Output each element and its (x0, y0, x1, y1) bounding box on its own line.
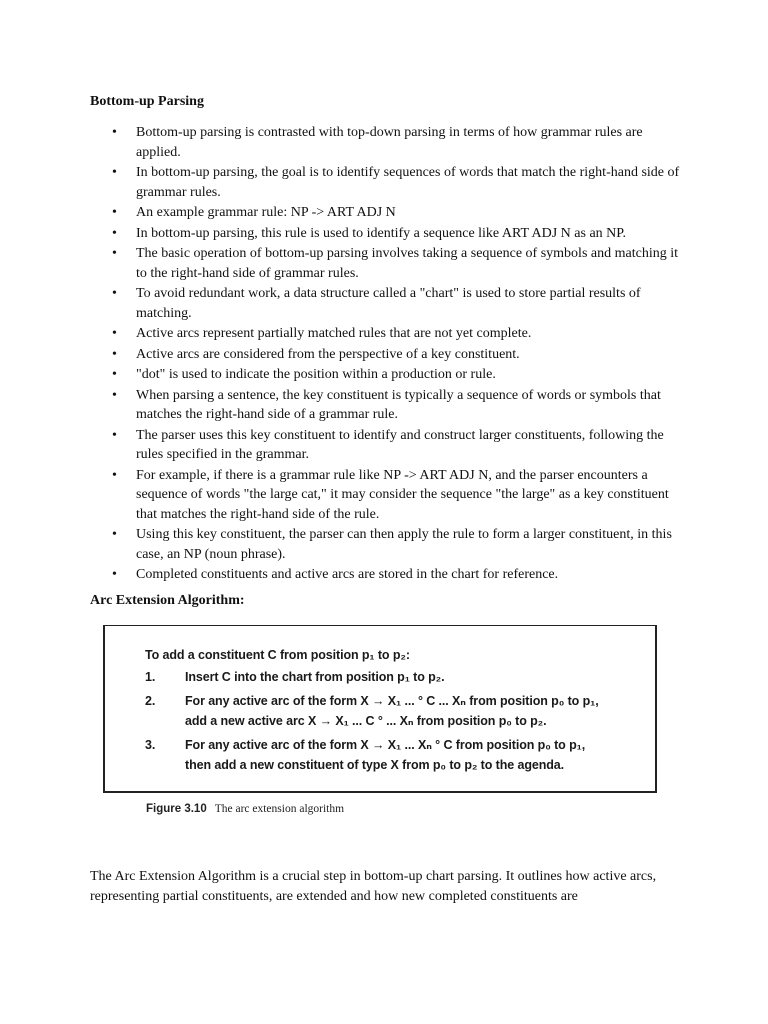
algorithm-text (145, 646, 645, 775)
step-number: 1. (145, 669, 156, 684)
list-item: • An example grammar rule: NP -> ART ADJ N (90, 203, 690, 223)
figure-caption (146, 803, 344, 815)
list-item: • In bottom-up parsing, this rule is used to identify a sequence like ART ADJ N as an NP. (90, 224, 690, 244)
step-line: then add a new constituent of type X from p₀ to p₂ to the agenda. (185, 757, 565, 772)
list-item: • Active arcs are considered from the perspective of a key constituent. (90, 345, 690, 365)
step-line: Insert C into the chart from position p₁ to p₂. (185, 669, 445, 684)
step-line: add a new active arc X → X₁ ... C ° ... Xₙ from position p₀ to p₂. (185, 713, 547, 728)
list-item: • When parsing a sentence, the key constituent is typically a sequence of words or symbols that matches the right-hand side of a grammar rule. (90, 386, 690, 425)
list-item: • Completed constituents and active arcs are stored in the chart for reference. (90, 565, 690, 585)
list-item: • For example, if there is a grammar rule like NP -> ART ADJ N, and the parser encounters a sequence of words "the large cat," it may consider the sequence "the large" as a key constituent that matches the right-hand side of the rule. (90, 466, 690, 525)
list-item: • The parser uses this key constituent to identify and construct larger constituents, following the rules specified in the grammar. (90, 426, 690, 465)
list-item: • Bottom-up parsing is contrasted with top-down parsing in terms of how grammar rules are applied. (90, 123, 690, 162)
body-paragraph: The Arc Extension Algorithm is a crucial step in bottom-up chart parsing. It outlines how active arcs, representing partial constituents, are extended and how new completed constituents are (90, 869, 657, 904)
figure-caption-text: The arc extension algorithm (214, 803, 345, 815)
step-line: For any active arc of the form X → X₁ ... ° C ... Xₙ from position p₀ to p₁, (185, 694, 599, 708)
step-number: 3. (145, 738, 156, 752)
list-item: • To avoid redundant work, a data structure called a "chart" is used to store partial results of matching. (90, 284, 690, 323)
step-line: For any active arc of the form X → X₁ ... Xₙ ° C from position p₀ to p₁, (185, 738, 586, 752)
list-item: • Active arcs represent partially matched rules that are not yet complete. (90, 324, 690, 344)
list-item: • "dot" is used to indicate the position within a production or rule. (90, 365, 690, 385)
algorithm-lead: To add a constituent C from position p₁ to p₂: (145, 648, 410, 662)
algorithm-step-1 (145, 668, 645, 688)
step-number: 2. (145, 694, 156, 708)
algorithm-step-2 (145, 692, 645, 731)
list-item: • The basic operation of bottom-up parsing involves taking a sequence of symbols and matching it to the right-hand side of grammar rules. (90, 244, 690, 283)
figure-box (103, 625, 657, 793)
section-heading-arc-extension: Arc Extension Algorithm: (90, 593, 245, 608)
figure-label: Figure 3.10 (146, 803, 207, 815)
bullet-list (90, 123, 690, 586)
section-heading-bottom-up-parsing: Bottom-up Parsing (90, 94, 204, 109)
list-item: • In bottom-up parsing, the goal is to identify sequences of words that match the right-hand side of grammar rules. (90, 163, 690, 202)
list-item: • Using this key constituent, the parser can then apply the rule to form a larger constituent, in this case, an NP (noun phrase). (90, 525, 690, 564)
algorithm-step-3 (145, 736, 645, 775)
